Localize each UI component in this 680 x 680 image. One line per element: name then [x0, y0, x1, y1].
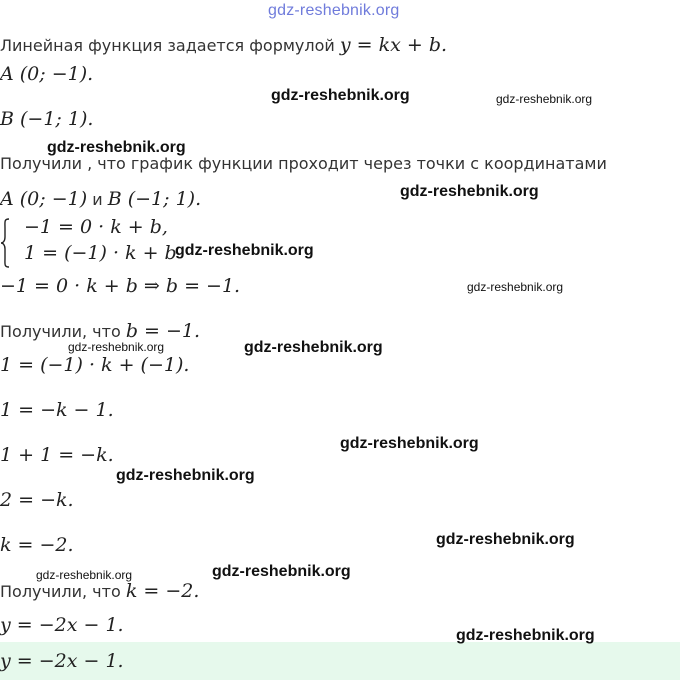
- k-result: [0, 580, 199, 602]
- watermark: gdz-reshebnik.org: [212, 563, 351, 580]
- b-result-text: Получили, что: [0, 322, 121, 341]
- graph-point-a: A (0; −1): [0, 188, 88, 210]
- k-result-formula: k = −2.: [125, 580, 200, 602]
- answer-formula: y = −2x − 1.: [0, 650, 124, 672]
- watermark: gdz-reshebnik.org: [244, 339, 383, 356]
- system-eq1: −1 = 0 · k + b,: [24, 216, 168, 238]
- intro-line: [0, 34, 447, 56]
- graph-pass-text: Получили , что график функции проходит через точки с координатами: [0, 154, 607, 173]
- b-result: [0, 320, 200, 342]
- watermark: gdz-reshebnik.org: [36, 568, 133, 582]
- b-solve: −1 = 0 · k + b ⇒ b = −1.: [0, 275, 241, 297]
- watermark: gdz-reshebnik.org: [496, 92, 593, 106]
- graph-point-b: B (−1; 1).: [107, 188, 202, 210]
- b-result-formula: b = −1.: [125, 320, 201, 342]
- watermark: gdz-reshebnik.org: [116, 467, 255, 484]
- k-step-1: 1 = −k − 1.: [0, 399, 114, 421]
- watermark-top: gdz-reshebnik.org: [268, 2, 400, 19]
- watermark: gdz-reshebnik.org: [456, 627, 595, 644]
- k-step-3: 2 = −k.: [0, 489, 74, 511]
- k-result-text: Получили, что: [0, 582, 121, 601]
- graph-pass-points: [0, 188, 201, 210]
- watermark: gdz-reshebnik.org: [467, 280, 564, 294]
- intro-formula: y = kx + b.: [339, 34, 448, 56]
- watermark: gdz-reshebnik.org: [400, 183, 539, 200]
- intro-text: Линейная функция задается формулой: [0, 36, 335, 55]
- point-b: B (−1; 1).: [0, 108, 94, 130]
- watermark: gdz-reshebnik.org: [47, 139, 186, 156]
- watermark: gdz-reshebnik.org: [436, 531, 575, 548]
- function-line: y = −2x − 1.: [0, 614, 124, 636]
- k-substitution: 1 = (−1) · k + (−1).: [0, 354, 190, 376]
- watermark: gdz-reshebnik.org: [68, 340, 165, 354]
- point-a: A (0; −1).: [0, 63, 94, 85]
- watermark: gdz-reshebnik.org: [340, 435, 479, 452]
- watermark: gdz-reshebnik.org: [175, 242, 314, 259]
- watermark: gdz-reshebnik.org: [271, 87, 410, 104]
- k-step-4: k = −2.: [0, 534, 74, 556]
- system-brace: [0, 218, 10, 268]
- graph-conj: и: [92, 190, 103, 209]
- system-eq2: 1 = (−1) · k + b: [24, 242, 177, 264]
- k-step-2: 1 + 1 = −k.: [0, 444, 114, 466]
